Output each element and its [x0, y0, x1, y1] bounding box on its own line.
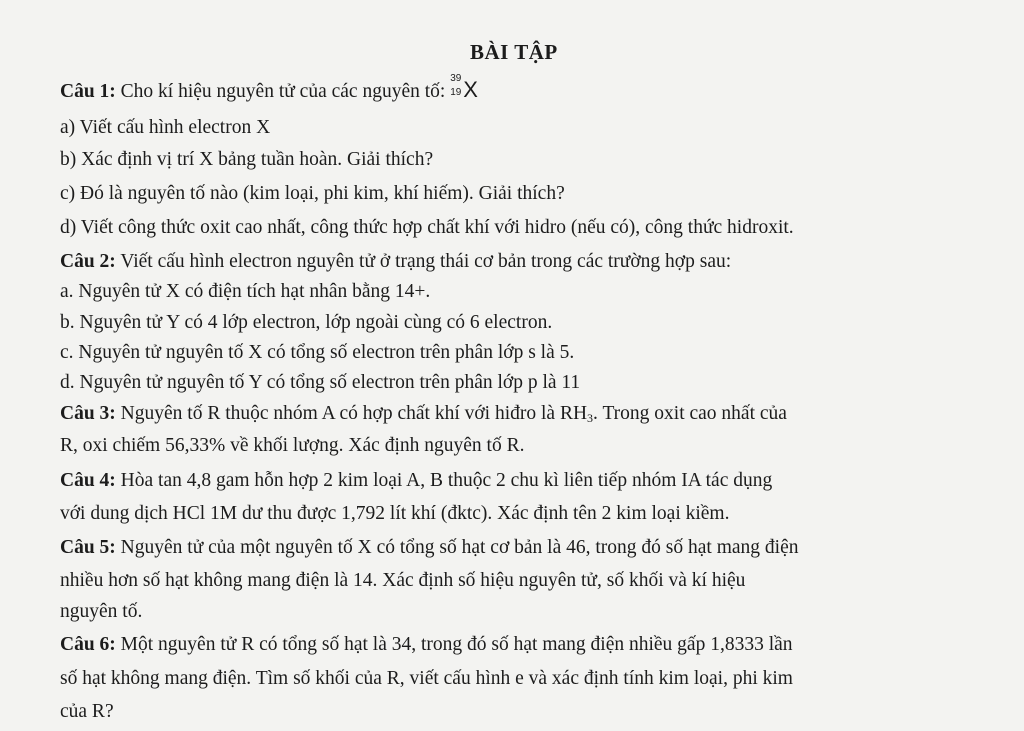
question-2-part-c: c. Nguyên tử nguyên tố X có tổng số electron trên phân lớp s là 5.: [60, 342, 575, 363]
isotope-atomic-number: 19: [450, 87, 462, 98]
question-2-label: Câu 2:: [60, 251, 116, 272]
question-5-line-3: nguyên tố.: [60, 601, 143, 622]
question-1-part-d: d) Viết công thức oxit cao nhất, công thức hợp chất khí với hidro (nếu có), công thức hidroxit.: [60, 217, 794, 238]
isotope-symbol: X: [463, 77, 478, 102]
question-1-part-b: b) Xác định vị trí X bảng tuần hoàn. Giải thích?: [60, 149, 434, 170]
question-5: [60, 537, 798, 559]
question-2-part-a: a. Nguyên tử X có điện tích hạt nhân bằng 14+.: [60, 281, 431, 302]
question-3-line-2: R, oxi chiếm 56,33% về khối lượng. Xác định nguyên tố R.: [60, 435, 525, 456]
question-6-line-2: số hạt không mang điện. Tìm số khối của R, viết cấu hình e và xác định tính kim loại, phi kim: [60, 668, 793, 689]
question-4-text: Hòa tan 4,8 gam hỗn hợp 2 kim loại A, B thuộc 2 chu kì liên tiếp nhóm IA tác dụng: [115, 470, 773, 491]
question-2-text: Viết cấu hình electron nguyên tử ở trạng thái cơ bản trong các trường hợp sau:: [115, 251, 732, 272]
question-1: [60, 73, 484, 103]
question-1-text: Cho kí hiệu nguyên tử của các nguyên tố:: [115, 81, 451, 102]
question-1-part-c: c) Đó là nguyên tố nào (kim loại, phi kim, khí hiếm). Giải thích?: [60, 183, 565, 204]
question-1-part-a: a) Viết cấu hình electron X: [60, 117, 271, 138]
question-6-label: Câu 6:: [60, 634, 116, 655]
page-title: BÀI TẬP: [470, 40, 558, 64]
question-5-label: Câu 5:: [60, 537, 116, 558]
question-3-text: Nguyên tố R thuộc nhóm A có hợp chất khí với hiđro là RH: [115, 403, 588, 424]
question-5-line-2: nhiều hơn số hạt không mang điện là 14. Xác định số hiệu nguyên tử, số khối và kí hiệu: [60, 570, 746, 591]
question-2-part-d: d. Nguyên tử nguyên tố Y có tổng số electron trên phân lớp p là 11: [60, 372, 581, 393]
question-3-subscript: 3: [587, 411, 594, 425]
isotope-notation: [450, 73, 484, 102]
question-4-label: Câu 4:: [60, 470, 116, 491]
question-1-label: Câu 1:: [60, 81, 116, 102]
question-3: [60, 403, 787, 426]
question-2: [60, 251, 731, 273]
question-2-part-b: b. Nguyên tử Y có 4 lớp electron, lớp ngoài cùng có 6 electron.: [60, 312, 553, 333]
question-3-text-end: . Trong oxit cao nhất của: [593, 403, 787, 424]
question-6-line-3: của R?: [60, 701, 114, 722]
question-6-text: Một nguyên tử R có tổng số hạt là 34, trong đó số hạt mang điện nhiều gấp 1,8333 lần: [115, 634, 793, 655]
question-5-text: Nguyên tử của một nguyên tố X có tổng số hạt cơ bản là 46, trong đó số hạt mang điện: [115, 537, 799, 558]
question-3-label: Câu 3:: [60, 403, 116, 424]
question-4-line-2: với dung dịch HCl 1M dư thu được 1,792 lít khí (đktc). Xác định tên 2 kim loại kiềm.: [60, 503, 730, 524]
isotope-mass-number: 39: [450, 73, 462, 84]
question-6: [60, 634, 793, 656]
question-4: [60, 470, 772, 492]
